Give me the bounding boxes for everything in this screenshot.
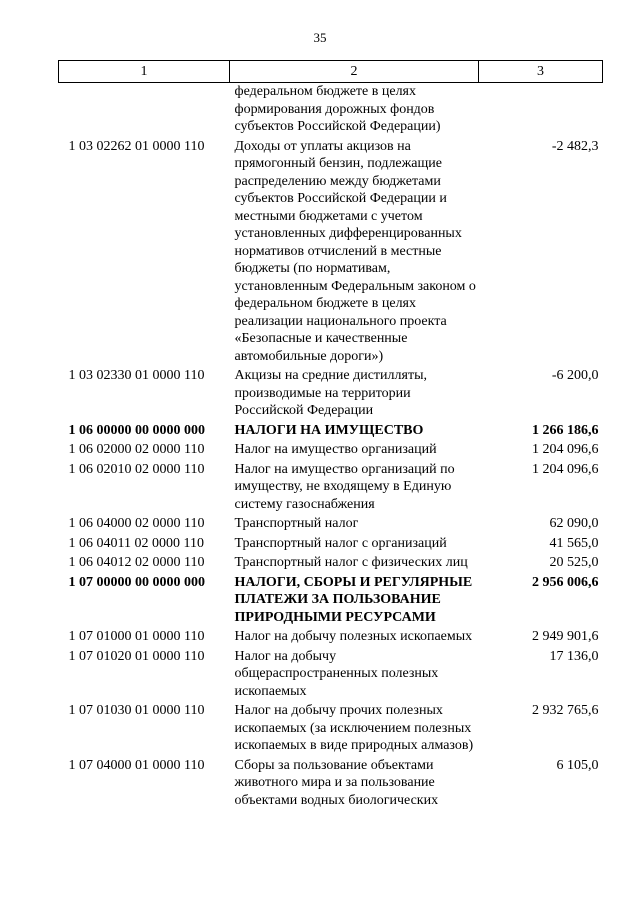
table-row [59,138,603,368]
row-code: 1 06 04000 02 0000 110 [68,516,205,531]
row-name: Транспортный налог с физических лиц [234,555,468,570]
page-number: 35 [313,30,327,45]
row-amount: 1 266 186,6 [532,422,599,438]
table-row [59,441,603,461]
row-amount: 6 105,0 [556,757,599,773]
table-row [59,648,603,703]
row-amount: 2 956 006,6 [532,574,599,590]
row-code: 1 07 01000 01 0000 110 [68,629,205,644]
row-name: Транспортный налог [234,516,359,531]
row-code: 1 06 02000 02 0000 110 [68,442,205,457]
row-code: 1 06 04012 02 0000 110 [68,555,205,570]
table-row [59,535,603,555]
row-code: 1 07 00000 00 0000 000 [68,574,205,590]
row-name: НАЛОГИ НА ИМУЩЕСТВО [234,422,424,438]
table-row [59,461,603,516]
row-amount: 1 204 096,6 [532,461,599,477]
row-code: 1 07 04000 01 0000 110 [68,757,205,773]
table-row [59,367,603,422]
row-amount: 41 565,0 [549,535,599,551]
row-name: Транспортный налог с организаций [234,535,447,551]
table-row [59,574,603,629]
row-name: Налог на имущество организаций [234,442,437,457]
table-row [59,515,603,535]
column-header-amount: 3 [479,61,603,83]
row-name: НАЛОГИ, СБОРЫ И РЕГУЛЯРНЫЕ ПЛАТЕЖИ ЗА ПОЛЬЗОВАНИЕ ПРИРОДНЫМИ РЕСУРСАМИ [234,574,473,625]
row-amount [479,83,603,138]
table-header-row [59,61,603,83]
row-code: 1 07 01030 01 0000 110 [68,703,205,718]
row-name: Доходы от уплаты акцизов на прямогонный бензин, подлежащие распределению между бюджетами субъектов Российской Федерации и местными бюджетами с учетом установленных дифференцированных нормативов отчислений в местные бюджеты (по нормативам, установленным Федеральным законом о федеральном бюджете в целях реализации национального проекта «Безопасные и качественные автомобильные дороги») [234,138,476,364]
row-amount: -2 482,3 [551,138,599,154]
row-amount: -6 200,0 [551,368,599,383]
row-code [59,83,230,138]
row-code: 1 07 01020 01 0000 110 [68,648,205,664]
table-row [59,757,603,812]
row-code: 1 06 00000 00 0000 000 [68,422,205,438]
row-name: Налог на добычу общераспространенных полезных ископаемых [234,648,439,699]
table-row [59,628,603,648]
row-code: 1 03 02330 01 0000 110 [68,368,205,383]
revenue-table [58,60,603,811]
row-name: Сборы за пользование объектами животного мира и за пользование объектами водных биологических [234,757,439,808]
table-row [59,83,603,138]
row-amount: 20 525,0 [549,555,599,570]
column-header-code: 1 [59,61,230,83]
row-amount: 17 136,0 [549,648,599,664]
row-name: Налог на имущество организаций по имуществу, не входящему в Единую систему газоснабжения [234,461,455,512]
row-name: Акцизы на средние дистилляты, производимые на территории Российской Федерации [234,368,427,418]
table-row [59,554,603,574]
row-name: Налог на добычу прочих полезных ископаемых (за исключением полезных ископаемых в виде природных алмазов) [234,703,474,753]
row-amount: 62 090,0 [549,516,599,531]
row-code: 1 06 04011 02 0000 110 [68,535,204,551]
row-amount: 2 932 765,6 [532,703,599,718]
table-body [59,83,603,812]
row-amount: 2 949 901,6 [532,629,599,644]
row-amount: 1 204 096,6 [532,442,599,457]
column-header-name: 2 [230,61,479,83]
row-name: федеральном бюджете в целях формирования дорожных фондов субъектов Российской Федерации) [234,84,441,134]
table-row [59,702,603,757]
row-name: Налог на добычу полезных ископаемых [234,629,473,644]
row-code: 1 03 02262 01 0000 110 [68,138,205,154]
row-code: 1 06 02010 02 0000 110 [68,461,205,477]
table-row [59,422,603,442]
